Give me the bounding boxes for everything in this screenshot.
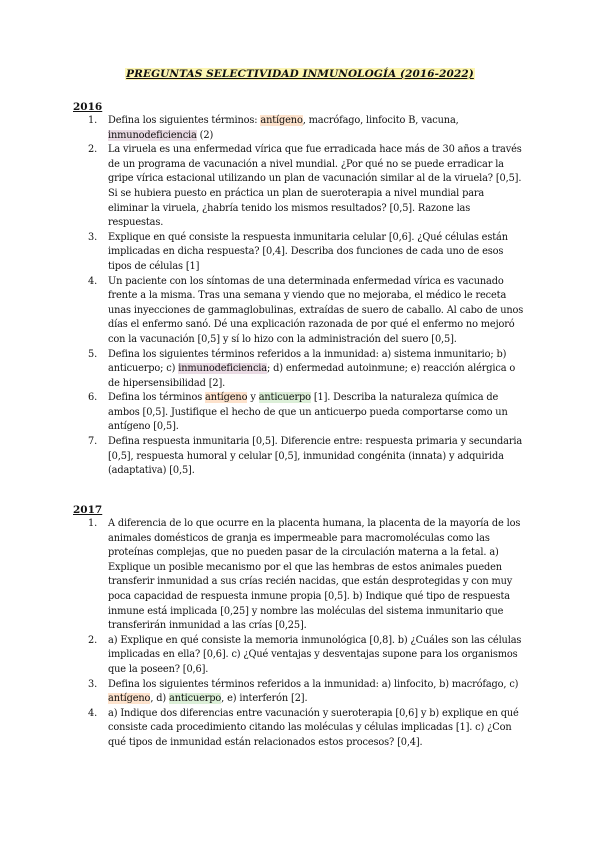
question-number: 3.: [88, 678, 98, 690]
question-text: (2): [196, 129, 214, 141]
question-text: a) Explique en qué consiste la memoria inmunológica [0,8]. b) ¿Cuáles son las células implicadas en ella? [0,6]. c) ¿Qué ventajas y desventajas supone para los organismos que la poseen? [0,6].: [108, 634, 522, 675]
question-list-2016: [72, 114, 527, 479]
highlighted-term: antígeno: [260, 115, 303, 126]
question-number: 7.: [88, 436, 98, 448]
question-text: , d): [150, 693, 169, 705]
question-text: Defina los siguientes términos:: [108, 115, 261, 126]
question-number: 1.: [88, 518, 98, 529]
question-item: [72, 678, 527, 707]
question-text: Explique en qué consiste la respuesta inmunitaria celular [0,6]. ¿Qué células están implicadas en dicha respuesta? [0,4]. Describa dos funciones de cada uno de esos tipos de células [1]: [108, 231, 508, 272]
question-text: Defina los siguientes términos referidos a la inmunidad: a) sistema inmunitario; b) anticuerpo; c): [108, 348, 507, 375]
question-text: A diferencia de lo que ocurre en la placenta humana, la placenta de la mayoría de los animales domésticos de granja es impermeable para macromoléculas como las proteínas complejas, que no pueden pasar de la circulación materna a la fetal. a) Explique un posible mecanismo por el que las hembras de estos animales pueden transferir inmunidad a sus crías recién nacidas, que están desprotegidas y con muy poca capacidad de respuesta inmune propia [0,5]. b) Indique qué tipo de respuesta inmune está implicada [0,25] y nombre las moléculas del sistema inmunitario que transferirán inmunidad a las crías [0,25].: [108, 518, 521, 632]
question-item: [72, 114, 527, 143]
question-list-2017: [72, 517, 527, 751]
question-item: [72, 634, 527, 678]
question-item: [72, 231, 527, 275]
question-number: 2.: [88, 634, 98, 646]
question-text: , e) interferón [2].: [221, 693, 308, 705]
question-text: La viruela es una enfermedad vírica que fue erradicada hace más de 30 años a través de un programa de vacunación a nivel mundial. ¿Por qué no se puede erradicar la gripe vírica estacional utilizando un plan de vacunación similar al de la viruela? [0,5]. Si se hubiera puesto en práctica un plan de sueroterapia a nivel mundial para eliminar la viruela, ¿habría tenido los mismos resultados? [0,5]. Razone las respuestas.: [108, 144, 522, 229]
page-title-text: PREGUNTAS SELECTIVIDAD INMUNOLOGÍA (2016-2022): [126, 68, 474, 80]
question-text: Defina respuesta inmunitaria [0,5]. Diferencie entre: respuesta primaria y secundaria [0,5], respuesta humoral y celular [0,5], inmunidad congénita (innata) y adquirida (adaptativa) [0,5].: [108, 436, 523, 477]
highlighted-term: antígeno: [108, 693, 151, 705]
question-number: 2.: [88, 144, 98, 156]
question-item: [72, 143, 527, 231]
highlighted-term: anticuerpo: [169, 693, 222, 705]
section-year-2017: 2017: [73, 504, 103, 516]
question-text: ; d) enfermedad autoinmune; e) reacción alérgica o de hipersensibilidad [2].: [108, 363, 516, 389]
question-item: [72, 435, 527, 479]
highlighted-term: anticuerpo: [258, 392, 311, 404]
highlighted-term: inmunodeficiencia: [108, 129, 197, 141]
question-number: 5.: [88, 348, 98, 360]
highlighted-term: inmunodeficiencia: [178, 363, 267, 375]
question-text: a) Indique dos diferencias entre vacunación y sueroterapia [0,6] y b) explique en qué consiste cada procedimiento citando las moléculas y células implicadas [1]. c) ¿Con qué tipos de inmunidad están relacionados estos procesos? [0,4].: [108, 707, 519, 748]
question-item: [72, 391, 527, 435]
highlighted-term: antígeno: [205, 392, 248, 404]
question-item: [72, 275, 527, 348]
question-number: 4.: [88, 707, 98, 719]
question-text: Defina los términos: [108, 392, 206, 404]
question-text: , macrófago, linfocito B, vacuna,: [302, 115, 459, 126]
page-title: [0, 68, 600, 80]
question-text: [1]. Describa la naturaleza química de ambos [0,5]. Justifique el hecho de que un anticuerpo pueda comportarse como un antígeno [0,5].: [108, 392, 508, 433]
question-item: [72, 517, 527, 634]
question-text: y: [247, 392, 259, 404]
section-year-2016: 2016: [73, 101, 103, 113]
question-number: 6.: [88, 392, 98, 404]
question-number: 1.: [88, 115, 98, 126]
question-text: Un paciente con los síntomas de una determinada enfermedad vírica es vacunado frente a la misma. Tras una semana y viendo que no mejoraba, el médico le receta unas inyecciones de gammaglobulinas, extraídas de suero de caballo. Al cabo de unos días el enfermo sanó. Dé una explicación razonada de por qué el enfermo no mejoró con la vacunación [0,5] y sí lo hizo con la administración del suero [0,5].: [108, 275, 524, 345]
question-number: 4.: [88, 275, 98, 287]
question-number: 3.: [88, 231, 98, 243]
question-item: [72, 707, 527, 751]
question-text: Defina los siguientes términos referidos a la inmunidad: a) linfocito, b) macrófago, c): [108, 678, 519, 690]
question-item: [72, 348, 527, 392]
